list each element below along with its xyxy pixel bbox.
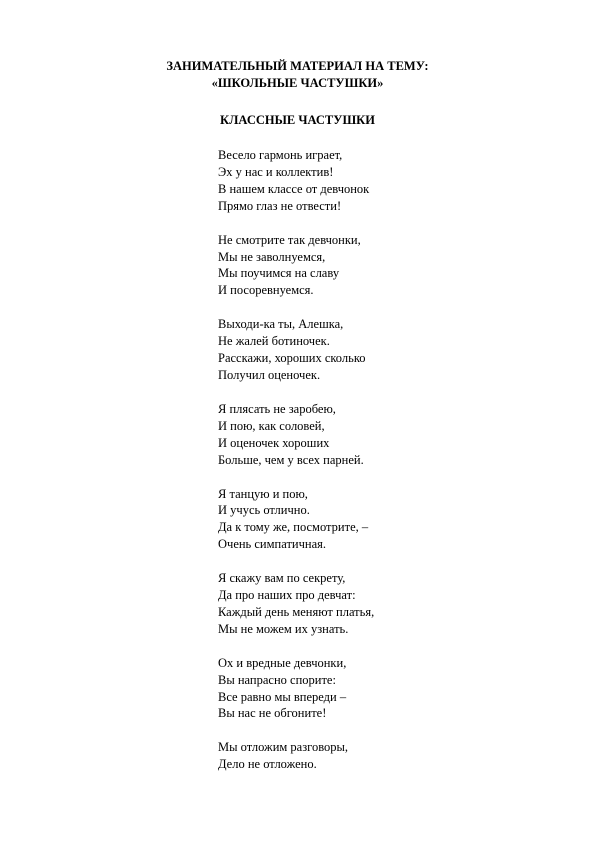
poem-line: Мы отложим разговоры,: [218, 740, 349, 755]
poem-line: Получил оценочек.: [218, 367, 321, 382]
poem-line: Я танцую и пою,: [218, 486, 308, 501]
poem-line: Выходи-ка ты, Алешка,: [218, 317, 344, 332]
poem-line: Больше, чем у всех парней.: [218, 452, 364, 467]
poem-line: Очень симпатичная.: [218, 537, 326, 552]
poem-line: Весело гармонь играет,: [218, 148, 343, 162]
poem-line: Да к тому же, посмотрите, –: [218, 520, 369, 535]
poem-line: Не жалей ботиночек.: [218, 334, 330, 349]
poem-line: И посоревнуемся.: [218, 283, 314, 298]
section-heading: КЛАССНЫЕ ЧАСТУШКИ: [220, 113, 375, 127]
poem-line: Все равно мы впереди –: [218, 689, 347, 704]
poem-line: И оценочек хороших: [218, 435, 330, 450]
poem-line: В нашем классе от девчонок: [218, 181, 370, 196]
poem-line: И пою, как соловей,: [218, 418, 325, 433]
poem-line: Ох и вредные девчонки,: [218, 655, 347, 670]
poem-line: Эх у нас и коллектив!: [218, 164, 334, 179]
poem-line: И учусь отлично.: [218, 503, 310, 518]
poem-line: Расскажи, хороших сколько: [218, 351, 366, 366]
stanza-5: [218, 486, 558, 554]
document-title-line2: «ШКОЛЬНЫЕ ЧАСТУШКИ»: [211, 76, 384, 90]
poem-line: Каждый день меняют платья,: [218, 604, 375, 619]
stanza-3: [218, 316, 558, 384]
stanza-6: [218, 570, 558, 638]
poem-line: Я плясать не заробею,: [218, 401, 336, 416]
stanza-2: [218, 232, 558, 300]
poem-line: Не смотрите так девчонки,: [218, 232, 361, 247]
poem-line: Да про наших про девчат:: [218, 588, 356, 603]
poem-line: Вы нас не обгоните!: [218, 706, 327, 721]
poem-line: Мы не можем их узнать.: [218, 621, 349, 636]
stanza-7: [218, 655, 558, 723]
poem-line: Мы поучимся на славу: [218, 266, 340, 281]
stanza-8: [218, 739, 558, 773]
poem-line: Дело не отложено.: [218, 757, 317, 772]
poem-body: [218, 147, 558, 790]
poem-line: Мы не заволнуемся,: [218, 249, 326, 264]
stanza-4: [218, 401, 558, 469]
document-title-line1: ЗАНИМАТЕЛЬНЫЙ МАТЕРИАЛ НА ТЕМУ:: [166, 59, 429, 73]
stanza-1: [218, 147, 558, 215]
poem-line: Вы напрасно спорите:: [218, 672, 336, 687]
poem-line: Я скажу вам по секрету,: [218, 571, 346, 586]
poem-line: Прямо глаз не отвести!: [218, 198, 342, 213]
